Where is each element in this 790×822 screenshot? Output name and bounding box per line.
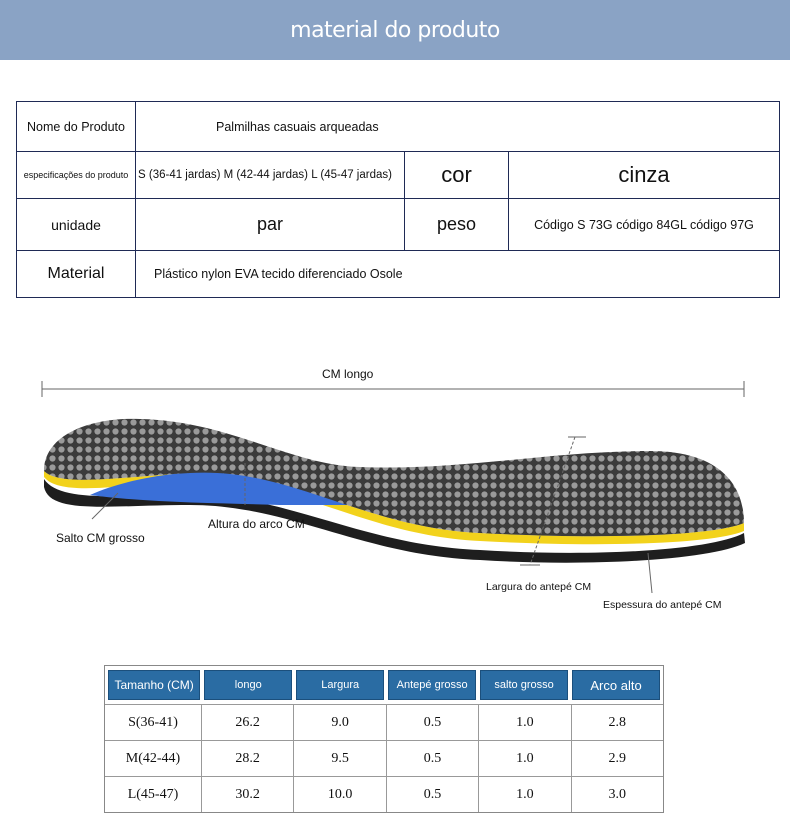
spec-row-specs (17, 152, 779, 199)
table-cell: 26.2 (202, 705, 294, 740)
header-width: Largura (296, 670, 384, 700)
insole-diagram (30, 355, 760, 625)
table-cell: 0.5 (387, 777, 479, 812)
arch-height-label: Altura do arco CM (208, 517, 305, 531)
spec-value-weight: Código S 73G código 84GL código 97G (534, 217, 754, 232)
table-cell: 9.5 (294, 741, 386, 776)
heel-thickness-label: Salto CM grosso (56, 531, 145, 545)
spec-value-material: Plástico nylon EVA tecido diferenciado Osole (154, 267, 403, 281)
table-cell: S(36-41) (105, 705, 202, 740)
table-row (105, 740, 663, 776)
header-forefoot-thickness: Antepé grosso (388, 670, 476, 700)
table-cell: L(45-47) (105, 777, 202, 812)
table-cell: 1.0 (479, 705, 571, 740)
spec-label-color: cor (405, 152, 509, 198)
table-cell: 9.0 (294, 705, 386, 740)
table-cell: 28.2 (202, 741, 294, 776)
page-title: material do produto (290, 17, 500, 43)
spec-label-material: Material (17, 251, 136, 297)
spec-row-unit (17, 199, 779, 251)
table-row (105, 704, 663, 740)
table-cell: 10.0 (294, 777, 386, 812)
spec-label-name: Nome do Produto (17, 102, 136, 151)
size-table (104, 665, 664, 813)
spec-row-name (17, 102, 779, 152)
table-row (105, 776, 663, 812)
forefoot-thickness-label: Espessura do antepé CM (603, 599, 722, 611)
header-heel-thickness: salto grosso (480, 670, 568, 700)
spec-table (16, 101, 780, 298)
spec-label-weight: peso (405, 199, 509, 250)
table-cell: 3.0 (608, 786, 627, 802)
header-arch-height: Arco alto (572, 670, 660, 700)
table-cell: 0.5 (387, 741, 479, 776)
length-label: CM longo (322, 367, 374, 381)
table-cell: 2.9 (608, 750, 627, 766)
header-banner (0, 0, 790, 60)
spec-value-name: Palmilhas casuais arqueadas (216, 119, 379, 134)
spec-value-color: cinza (618, 162, 670, 187)
spec-label-specs: especificações do produto (17, 152, 136, 198)
table-cell: M(42-44) (105, 741, 202, 776)
table-cell: 30.2 (202, 777, 294, 812)
spec-value-specs: S (36-41 jardas) M (42-44 jardas) L (45-47 jardas) (136, 152, 405, 198)
spec-value-unit: par (136, 199, 405, 250)
table-cell: 1.0 (479, 741, 571, 776)
insole-illustration (30, 355, 760, 625)
spec-row-material (17, 251, 779, 297)
spec-label-unit: unidade (17, 199, 136, 250)
header-size: Tamanho (CM) (108, 670, 200, 700)
table-cell: 1.0 (479, 777, 571, 812)
header-length: longo (204, 670, 292, 700)
table-cell: 2.8 (608, 714, 627, 730)
table-cell: 0.5 (387, 705, 479, 740)
forefoot-width-label: Largura do antepé CM (486, 581, 592, 593)
size-table-header (105, 666, 663, 704)
